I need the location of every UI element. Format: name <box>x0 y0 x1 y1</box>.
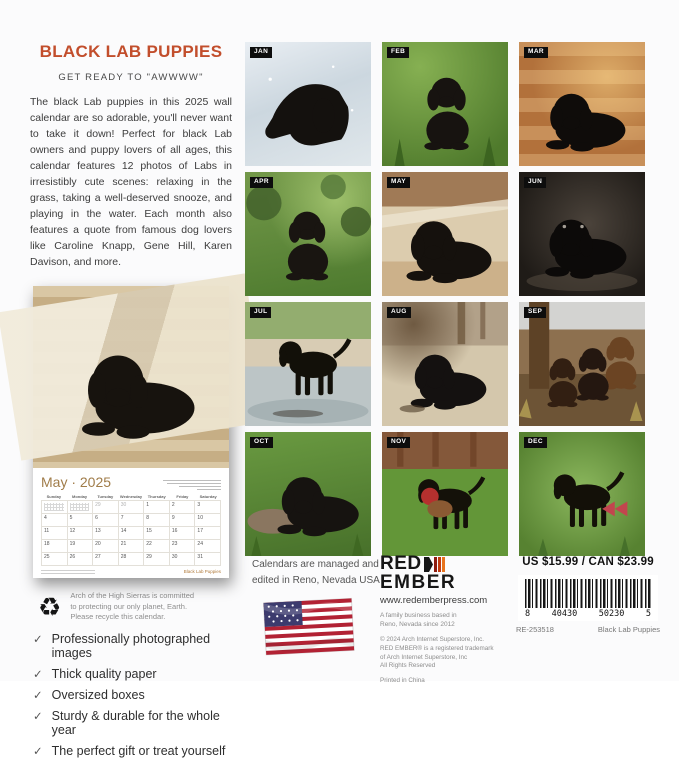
recycle-line: Arch of the High Sierras is committed <box>70 591 195 601</box>
calendar-cell-mini-month <box>42 501 68 514</box>
month-label: AUG <box>387 307 411 318</box>
calendar-cell: 29 <box>144 553 170 566</box>
page-title: BLACK LAB PUPPIES <box>39 42 223 61</box>
weekday-label: Monday <box>72 494 88 500</box>
calendar-cell: 22 <box>144 540 170 553</box>
month-photo-may <box>382 172 508 296</box>
feature-item <box>33 688 232 702</box>
sku-code: RE-253518 <box>516 625 554 634</box>
calendar-cell: 10 <box>195 514 221 527</box>
calendar-cell: 31 <box>195 553 221 566</box>
calendar-cell: 2 <box>170 501 196 514</box>
mini-calendar-page <box>33 468 229 578</box>
recycle-icon: ♻ <box>38 592 62 622</box>
feature-item <box>33 709 232 737</box>
calendar-cell: 20 <box>93 540 119 553</box>
puppy-photo-graphic <box>382 42 508 166</box>
month-label: NOV <box>387 437 410 448</box>
puppy-photo-graphic <box>519 302 645 426</box>
managed-note <box>252 557 380 662</box>
calendar-cell: 26 <box>68 553 94 566</box>
barcode-digit: 5 <box>645 609 651 619</box>
calendar-cell: 21 <box>119 540 145 553</box>
family-line: A family business based in <box>380 612 457 620</box>
calendar-cell: 24 <box>195 540 221 553</box>
calendar-cell: 30 <box>170 553 196 566</box>
weekday-header-row <box>41 494 221 499</box>
calendar-cell: 25 <box>42 553 68 566</box>
legal-line: All Rights Reserved <box>380 662 436 670</box>
month-photo-jun <box>519 172 645 296</box>
calendar-cell: 11 <box>42 527 68 540</box>
calendar-cell: 1 <box>144 501 170 514</box>
check-icon: ✓ <box>33 633 43 646</box>
weekday-label: Saturday <box>199 494 217 500</box>
calendar-cell: 5 <box>68 514 94 527</box>
month-photo-grid <box>245 42 647 556</box>
calendar-cell: 18 <box>42 540 68 553</box>
mini-calendar-brand: Black Lab Puppies <box>183 569 221 575</box>
month-label: JAN <box>250 47 272 58</box>
feature-item <box>33 744 232 758</box>
family-line: Reno, Nevada since 2012 <box>380 621 455 629</box>
calendar-cell: 30 <box>119 501 145 514</box>
check-icon: ✓ <box>33 668 43 681</box>
puppy-photo-graphic <box>382 302 508 426</box>
puppy-photo-graphic <box>245 432 371 556</box>
managed-line: edited in Reno, Nevada USA <box>252 574 380 586</box>
calendar-cell: 9 <box>170 514 196 527</box>
tagline: GET READY TO "AWWWW" <box>58 72 204 83</box>
calendar-cell: 14 <box>119 527 145 540</box>
us-flag <box>260 594 381 665</box>
calendar-cell: 13 <box>93 527 119 540</box>
month-photo-apr <box>245 172 371 296</box>
month-label: DEC <box>524 437 547 448</box>
month-label: MAR <box>524 47 548 58</box>
legal-line: of Arch Internet Superstore, Inc <box>380 653 468 661</box>
calendar-cell: 7 <box>119 514 145 527</box>
barcode-group: 40430 <box>551 609 578 619</box>
recycle-text <box>70 591 194 622</box>
product-name: Black Lab Puppies <box>597 625 660 634</box>
calendar-cell: 15 <box>144 527 170 540</box>
barcode-numbers <box>525 609 651 619</box>
publisher-website: www.redemberpress.com <box>380 595 488 607</box>
month-photo-aug <box>382 302 508 426</box>
puppy-photo-graphic <box>382 432 508 556</box>
weekday-label: Thursday <box>147 494 166 500</box>
calendar-cell: 23 <box>170 540 196 553</box>
managed-line: Calendars are managed and <box>252 559 379 570</box>
month-photo-feb <box>382 42 508 166</box>
calendar-cell: 8 <box>144 514 170 527</box>
mini-calendar-month-title: May · 2025 <box>41 474 112 491</box>
feature-list <box>30 632 232 758</box>
family-business-note <box>380 611 498 630</box>
month-label: OCT <box>250 437 273 448</box>
weekday-label: Friday <box>176 494 189 500</box>
month-label: FEB <box>387 47 409 58</box>
product-description: The black Lab puppies in this 2025 wall calendar are so adorable, you'll never want to take it down! Perfect for black Lab owners and puppy lovers of all ages, this calendar features 12 photos of Labs in irresistibly cute scenes: relaxing in the grass, taking a well-deserved snooze, and playing in the water. Each month also features a quote from famous dog lovers like Caroline Knapp, Gene Hill, Karen Davison, and more. <box>30 96 232 268</box>
mini-calendar-grid <box>41 500 221 566</box>
price-label: US $15.99 / CAN $23.99 <box>522 556 654 568</box>
price-and-barcode <box>514 556 662 634</box>
legal-line: © 2024 Arch Internet Superstore, Inc. <box>380 635 485 643</box>
weekday-label: Sunday <box>46 494 62 500</box>
feature-label: Sturdy & durable for the whole year <box>51 708 220 737</box>
feature-label: The perfect gift or treat yourself <box>51 743 226 758</box>
publisher-block <box>380 555 498 684</box>
mini-calendar-photo <box>33 286 229 468</box>
calendar-cell-mini-month <box>68 501 94 514</box>
calendar-cell: 28 <box>119 553 145 566</box>
puppy-photo-graphic <box>245 302 371 426</box>
feature-label: Thick quality paper <box>51 666 157 681</box>
barcode-bars <box>525 579 651 608</box>
red-ember-logo <box>380 555 498 573</box>
barcode-digit: 8 <box>525 609 531 619</box>
month-photo-dec <box>519 432 645 556</box>
mini-calendar-preview <box>33 286 229 578</box>
month-photo-mar <box>519 42 645 166</box>
feature-item <box>33 632 232 660</box>
month-photo-jan <box>245 42 371 166</box>
weekday-label: Tuesday <box>97 494 114 500</box>
calendar-cell: 6 <box>93 514 119 527</box>
barcode <box>518 575 658 621</box>
puppy-photo-graphic <box>519 172 645 296</box>
left-panel <box>30 42 232 758</box>
calendar-cell: 12 <box>68 527 94 540</box>
feature-label: Professionally photographed images <box>51 631 211 660</box>
month-label: SEP <box>524 307 546 318</box>
puppy-photo-graphic <box>519 432 645 556</box>
printed-in-note: Printed in China <box>380 677 425 685</box>
month-label: JUL <box>250 307 271 318</box>
logo-word-ember: EMBER <box>380 572 457 594</box>
month-label: MAY <box>387 177 410 188</box>
puppy-photo-graphic <box>245 172 371 296</box>
recycle-line: to protecting our only planet, Earth. <box>70 601 188 611</box>
mini-calendar-legend <box>41 570 95 574</box>
puppy-photo-graphic <box>245 42 371 166</box>
recycle-note <box>30 591 232 622</box>
calendar-cell: 16 <box>170 527 196 540</box>
puppy-photo-graphic <box>382 172 508 296</box>
month-label: APR <box>250 177 273 188</box>
month-photo-nov <box>382 432 508 556</box>
check-icon: ✓ <box>33 710 43 723</box>
ember-bars-icon <box>424 557 445 572</box>
weekday-label: Wednesday <box>119 494 143 500</box>
month-photo-jul <box>245 302 371 426</box>
month-label: JUN <box>524 177 546 188</box>
month-photo-oct <box>245 432 371 556</box>
puppy-photo-graphic <box>519 42 645 166</box>
calendar-cell: 19 <box>68 540 94 553</box>
calendar-cell: 29 <box>93 501 119 514</box>
calendar-cell: 17 <box>195 527 221 540</box>
feature-item <box>33 667 232 681</box>
mini-calendar-quote <box>159 474 221 490</box>
logo-word-red: RED <box>380 553 422 574</box>
calendar-cell: 3 <box>195 501 221 514</box>
month-photo-sep <box>519 302 645 426</box>
calendar-cell: 27 <box>93 553 119 566</box>
check-icon: ✓ <box>33 745 43 758</box>
puppy-photo-graphic <box>47 306 219 456</box>
check-icon: ✓ <box>33 689 43 702</box>
legal-line: RED EMBER® is a registered trademark <box>380 644 494 652</box>
barcode-meta <box>514 625 662 634</box>
recycle-line: Please recycle this calendar. <box>70 612 166 622</box>
copyright-note <box>380 636 498 671</box>
calendar-cell: 4 <box>42 514 68 527</box>
feature-label: Oversized boxes <box>51 687 145 702</box>
barcode-group: 50230 <box>598 609 625 619</box>
